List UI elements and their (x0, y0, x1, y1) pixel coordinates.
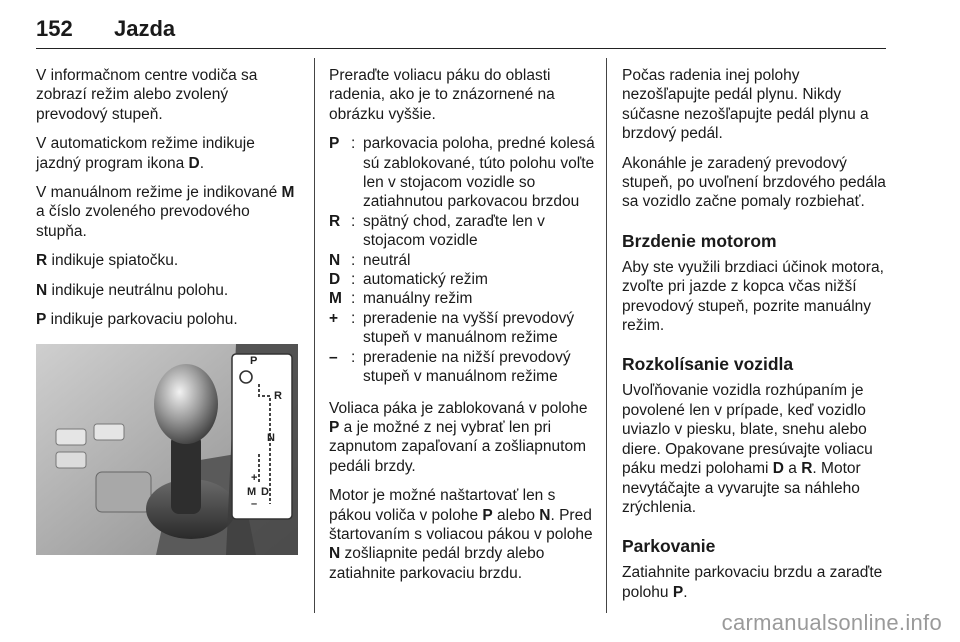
definition-key: N (329, 251, 341, 269)
definition-separator: : (351, 290, 356, 308)
paragraph: N indikuje neutrálnu polohu. (36, 281, 229, 299)
section-heading: Rozkolísanie vozidla (622, 354, 794, 375)
definition-item (329, 212, 595, 251)
definition-key: + (329, 309, 339, 327)
gate-label-plus: + (251, 472, 258, 484)
definition-key: P (329, 135, 340, 153)
paragraph: Voliaca páka je zablokovaná v polohe P a je možné z nej vybrať len pri zapnutom zapaľovaní a zošliapnutom pedáli brzdy. (329, 399, 588, 475)
page-number: 152 (36, 16, 73, 41)
definition-separator: : (351, 251, 356, 269)
gate-label-p: P (250, 355, 258, 367)
definition-text: preradenie na vyšší prevodový stupeň v manuálnom režime (363, 309, 575, 347)
definition-item (329, 348, 595, 387)
definition-item (329, 270, 595, 289)
gate-label-d: D (261, 486, 269, 498)
column-2 (329, 66, 595, 593)
definition-text: neutrál (363, 251, 411, 269)
paragraph: Počas radenia inej polohy nezošľapujte pedál plynu. Nikdy súčasne nezošľapujte pedál plynu a brzdový pedál. (622, 67, 869, 143)
page-header (36, 12, 886, 49)
definition-separator: : (351, 348, 356, 366)
definition-text: parkovacia poloha, predné kolesá sú zablokované, túto polohu voľte len v stojacom vozidle so zatiahnutou parkovacou brzdou (363, 135, 595, 211)
paragraph: Preraďte voliacu páku do oblasti radenia, ako je to znázornené na obrázku vyššie. (329, 67, 555, 123)
definition-separator: : (351, 212, 356, 230)
gear-selector-illustration (36, 344, 298, 555)
paragraph: V automatickom režime indikuje jazdný program ikona D. (36, 135, 255, 172)
chapter-title: Jazda (114, 16, 176, 41)
definition-text: preradenie na nižší prevodový stupeň v manuálnom režime (363, 348, 571, 386)
column-3 (622, 66, 888, 612)
paragraph: P indikuje parkovaciu polohu. (36, 311, 238, 329)
definition-key: D (329, 271, 341, 289)
definition-key: M (329, 290, 342, 308)
definition-list (329, 134, 595, 386)
column-divider (606, 58, 607, 613)
gate-label-minus: – (251, 498, 258, 510)
paragraph: Uvoľňovanie vozidla rozhúpaním je povolené len v prípade, keď vozidlo uviazlo v piesku, blate, snehu alebo diere. Opakovane presúvajte voliacu páku medzi polohami D a R. Motor nevytáčajte a vyvarujte sa náhleho zrýchlenia. (622, 382, 873, 516)
definition-item (329, 309, 595, 348)
gate-label-r: R (274, 390, 282, 402)
gate-label-n: N (267, 432, 275, 444)
gate-label-m: M (247, 486, 257, 498)
definition-key: R (329, 212, 341, 230)
paragraph: R indikuje spiatočku. (36, 252, 179, 270)
paragraph: V manuálnom režime je indikované M a číslo zvoleného prevodového stupňa. (36, 184, 295, 240)
definition-item (329, 289, 595, 308)
paragraph: Zatiahnite parkovaciu brzdu a zaraďte polohu P. (622, 564, 883, 601)
definition-text: spätný chod, zaraďte len v stojacom vozidle (363, 212, 545, 250)
definition-item (329, 134, 595, 212)
definition-item (329, 251, 595, 270)
paragraph: V informačnom centre vodiča sa zobrazí režim alebo zvolený prevodový stupeň. (36, 67, 258, 123)
watermark: carmanualsonline.info (721, 610, 942, 635)
definition-key: – (329, 348, 338, 366)
paragraph: Aby ste využili brzdiaci účinok motora, zvoľte pri jazde z kopca včas nižší prevodový stupeň, pozrite manuálny režim. (622, 258, 884, 335)
definition-text: manuálny režim (363, 290, 473, 308)
section-heading: Brzdenie motorom (622, 230, 777, 251)
definition-text: automatický režim (363, 271, 488, 289)
column-divider (314, 58, 315, 613)
definition-separator: : (351, 271, 356, 289)
gear-selector-photo (36, 344, 298, 555)
definition-separator: : (351, 135, 356, 153)
definition-separator: : (351, 309, 356, 327)
section-heading: Parkovanie (622, 536, 716, 557)
paragraph: Akonáhle je zaradený prevodový stupeň, po uvoľnení brzdového pedála sa vozidlo začne pomaly rozbiehať. (622, 154, 886, 211)
paragraph: Motor je možné naštartovať len s pákou voliča v polohe P alebo N. Pred štartovaním s voliacou pákou v polohe N zošliapnite pedál brzdy alebo zatiahnite parkovaciu brzdu. (329, 487, 593, 582)
column-1 (36, 66, 300, 383)
